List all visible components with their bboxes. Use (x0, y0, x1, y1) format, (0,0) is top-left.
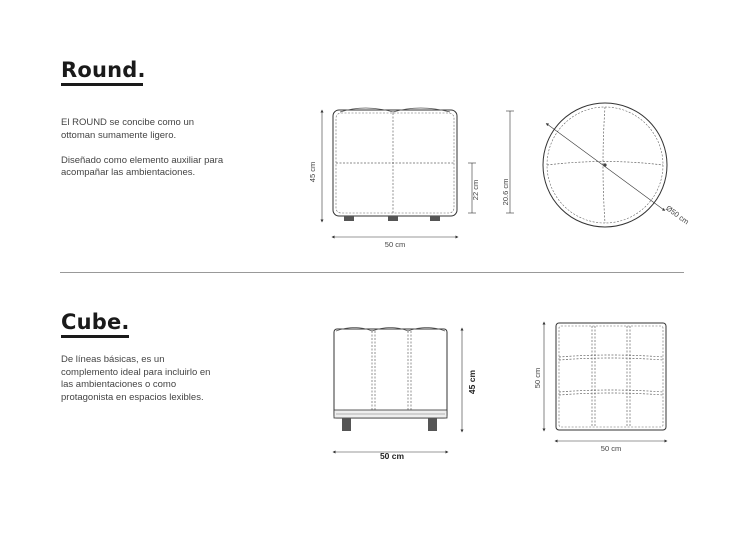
cube-dimension-height (462, 329, 477, 431)
round-description-p1: El ROUND se concibe como un ottoman sumamente ligero. (61, 117, 195, 141)
round-lower-label: 20.6 cm (501, 178, 510, 206)
cube-height-label: 45 cm (467, 369, 477, 395)
cube-top-dimension-side (533, 323, 544, 430)
round-dimension-lower (501, 111, 514, 213)
round-diameter-label: Ø50 cm (664, 203, 691, 227)
round-top-view (543, 103, 667, 227)
round-front-view (333, 108, 457, 221)
round-width-label: 50 cm (384, 240, 406, 249)
cube-dimension-width (334, 451, 447, 461)
round-dimension-height (308, 111, 322, 221)
cube-front-view (334, 328, 447, 432)
cube-top-side-label: 50 cm (533, 367, 542, 389)
round-dimension-upper (468, 163, 480, 213)
cube-top-view (556, 323, 666, 430)
cube-top-width-label: 50 cm (600, 444, 622, 453)
round-height-label: 45 cm (308, 161, 317, 183)
round-dimension-diameter (547, 124, 691, 226)
round-upper-label: 22 cm (471, 179, 480, 201)
cube-top-dimension-width (556, 441, 666, 453)
cube-description-p1: De líneas básicas, es un complemento ideal para incluirlo en las ambientaciones o como protagonista en espacios lexibles. (61, 354, 211, 403)
cube-title: Cube. (61, 310, 130, 334)
round-description-p2: Diseñado como elemento auxiliar para acompañar las ambientaciones. (61, 154, 224, 179)
cube-width-label: 50 cm (379, 451, 405, 461)
round-dimension-width (333, 237, 457, 249)
round-title: Round. (61, 58, 146, 82)
